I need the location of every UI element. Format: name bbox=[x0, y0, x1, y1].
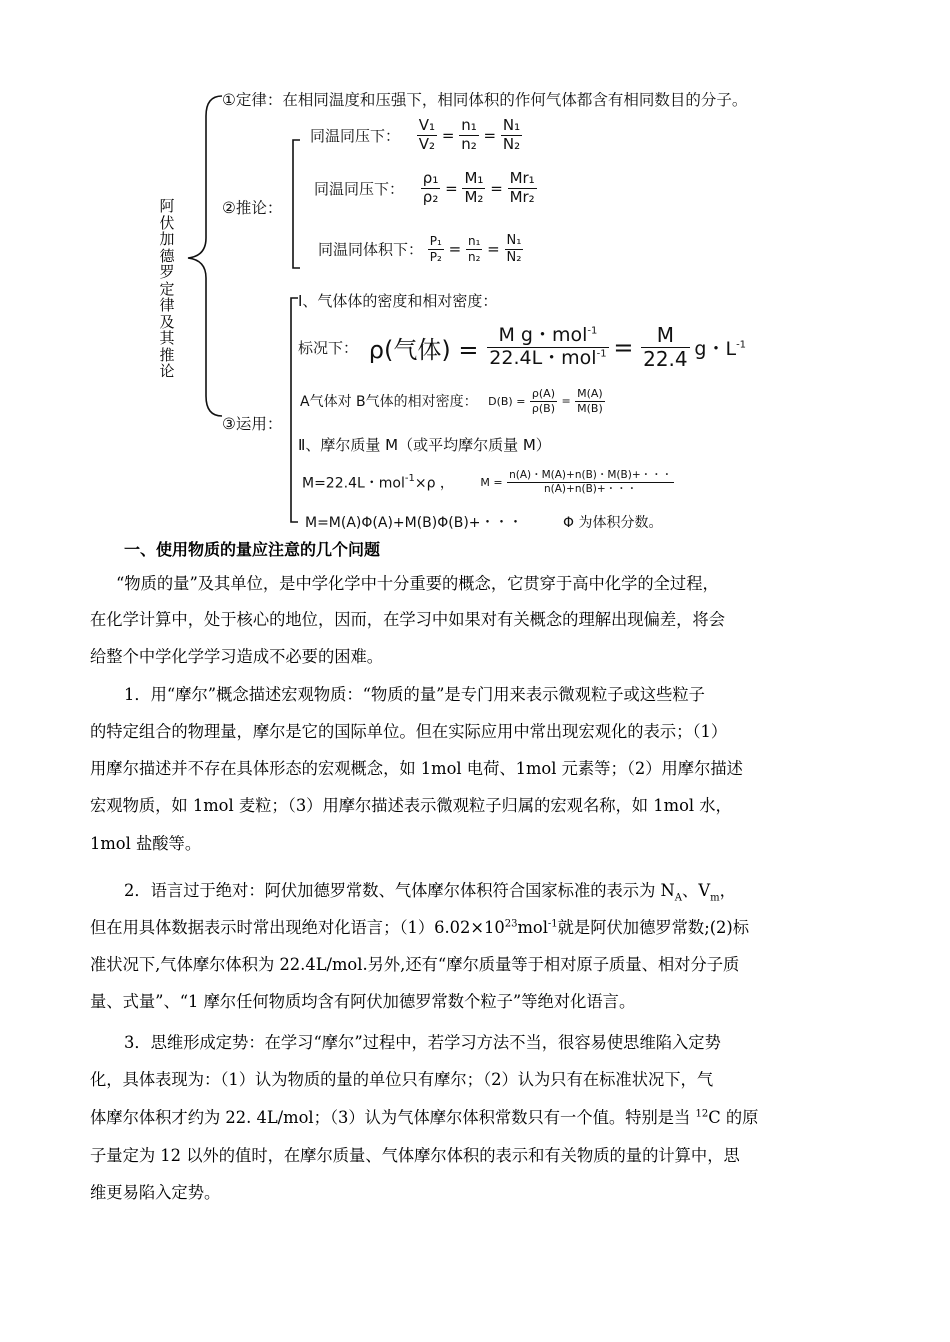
p3-line-1: 3．思维形成定势：在学习“摩尔”过程中，若学习方法不当，很容易使思维陷入定势 bbox=[124, 1033, 721, 1052]
p1-line: 用摩尔描述并不存在具体形态的宏观概念，如 1mol 电荷、1mol 元素等；（2）用摩尔描述 bbox=[90, 759, 743, 778]
intro-line: 给整个中学化学学习造成不必要的困难。 bbox=[90, 647, 384, 666]
p2-line-3: 准状况下,气体摩尔体积为 22.4L/mol.另外,还有“摩尔质量等于相对原子质量、相对分子质 bbox=[90, 955, 740, 974]
app2-title: Ⅱ、摩尔质量 M（或平均摩尔质量 M） bbox=[298, 436, 551, 454]
p3-line-5: 维更易陷入定势。 bbox=[90, 1183, 221, 1202]
inference-row-2: 同温同压下： $\frac{\text{ρ₁}}{\text{ρ₂}}$ = $\frac{\text{M₁}}{\text{M₂}}$ = $\frac{\text{Mr₁}}{\text{Mr₂}}$ bbox=[314, 169, 535, 206]
p2-line-2: 但在用具体数据表示时常出现绝对化语言；$(1)6.02\times 10^{23}mol^{-1}$就是阿伏加德罗常数;(2)标 bbox=[90, 918, 750, 937]
p1-line: 1．用“摩尔”概念描述宏观物质：“物质的量”是专门用来表示微观粒子或这些粒子 bbox=[124, 685, 705, 704]
inference-row-1: 同温同压下： $\frac{\text{V₁}}{\text{V₂}}$ = $\frac{\text{n₁}}{\text{n₂}}$ = $\frac{\text{N₁}}{\text{N₂}}$ bbox=[310, 116, 521, 153]
law-statement: ①定律：在相同温度和压强下，相同体积的作何气体都含有相同数目的分子。 bbox=[222, 91, 748, 109]
p3-line-2: 化，具体表现为：（1）认为物质的量的单位只有摩尔；（2）认为只有在标准状况下，气 bbox=[90, 1070, 714, 1089]
stp-density-formula: 标况下： ρ(气体) = M g・mol$^{-1}$ 22.4L・mol$^{-1}$ = $\frac{M}{22.4}$ g・$L^{-1}$ bbox=[298, 323, 747, 371]
p2-line-4: 量、式量”、“1 摩尔任何物质均含有阿伏加德罗常数个粒子”等绝对化语言。 bbox=[90, 992, 636, 1011]
p1-line: 的特定组合的物理量，摩尔是它的国际单位。但在实际应用中常出现宏观化的表示；（1） bbox=[90, 722, 728, 741]
section-heading: 一、使用物质的量应注意的几个问题 bbox=[124, 540, 381, 559]
volume-fraction-formula: M=M(A)Φ(A)+M(B)Φ(B)+・・・ Φ 为体积分数。 bbox=[305, 515, 663, 531]
intro-line: 在化学计算中，处于核心的地位，因而，在学习中如果对有关概念的理解出现偏差，将会 bbox=[90, 610, 725, 629]
brace-lines bbox=[0, 0, 950, 540]
intro-line: “物质的量”及其单位，是中学化学中十分重要的概念，它贯穿于高中化学的全过程， bbox=[116, 574, 719, 593]
p2-line-1: 2．语言过于绝对：阿伏加德罗常数、气体摩尔体积符合国家标准的表示为 $N_A$、$V_m$， bbox=[124, 881, 736, 904]
p1-line: 宏观物质，如 1mol 麦粒；（3）用摩尔描述表示微观粒子归属的宏观名称，如 1mol 水， bbox=[90, 796, 732, 815]
molar-mass-formula: M=22.4L・mol$^{-1}$×ρ ， M = $\frac{n(A)・M(A)+n(B)・M(B)+・・・}{n(A)+n(B)+・・・}$ bbox=[302, 469, 673, 496]
p1-line: 1mol 盐酸等。 bbox=[90, 834, 202, 853]
application-label: ③运用： bbox=[222, 415, 283, 433]
p3-line-3: 体摩尔体积才约为 22. 4L/mol；（3）认为气体摩尔体积常数只有一个值。特别是当 $^{12}$C 的原 bbox=[90, 1108, 759, 1127]
diagram-vertical-title: 阿 伏 加 德 罗 定 律 及 其 推 论 bbox=[159, 197, 175, 380]
inference-row-3: 同温同体积下： $\frac{\text{P₁}}{\text{P₂}}$ = $\frac{\text{n₁}}{\text{n₂}}$ = $\frac{\text{N₁}}{\text{N₂}}$ bbox=[318, 233, 522, 265]
app1-title: Ⅰ、气体体的密度和相对密度： bbox=[298, 292, 498, 310]
p3-line-4: 子量定为 12 以外的值时，在摩尔质量、气体摩尔体积的表示和有关物质的量的计算中，思 bbox=[90, 1146, 740, 1165]
inference-label: ②推论： bbox=[222, 199, 283, 217]
relative-density: A气体对 B气体的相对密度： D(B) = $\frac{\rho(A)}{\rho(B)}$ = $\frac{M(A)}{M(B)}$ bbox=[300, 387, 603, 415]
